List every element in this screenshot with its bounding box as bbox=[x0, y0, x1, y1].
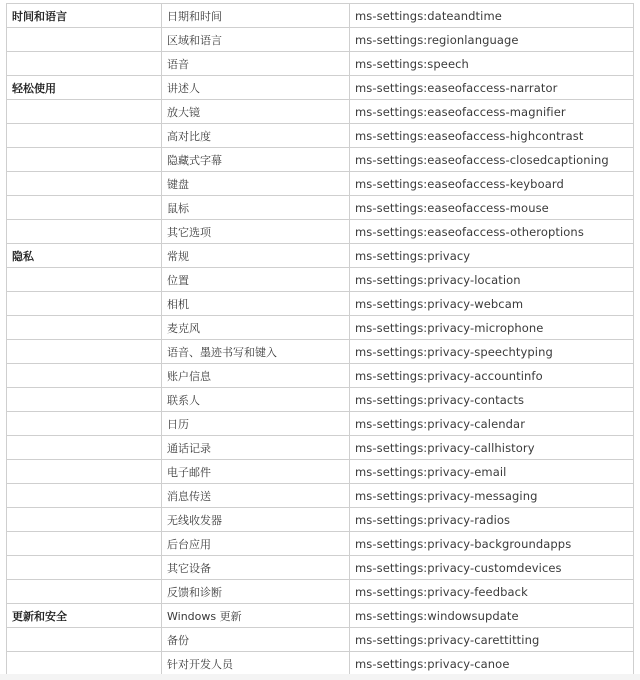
setting-name-cell: 语音、墨迹书写和键入 bbox=[162, 340, 350, 364]
settings-uri-cell: ms-settings:easeofaccess-closedcaptioning bbox=[350, 148, 634, 172]
table-row bbox=[7, 76, 634, 100]
table-row bbox=[7, 364, 634, 388]
setting-name-cell: 麦克风 bbox=[162, 316, 350, 340]
table-row bbox=[7, 292, 634, 316]
table-row bbox=[7, 28, 634, 52]
table-row bbox=[7, 484, 634, 508]
category-cell bbox=[7, 52, 162, 76]
category-cell: 轻松使用 bbox=[7, 76, 162, 100]
table-row bbox=[7, 4, 634, 28]
setting-name-cell: 反馈和诊断 bbox=[162, 580, 350, 604]
settings-uri-cell: ms-settings:privacy-microphone bbox=[350, 316, 634, 340]
setting-name-cell: 区域和语言 bbox=[162, 28, 350, 52]
setting-name-cell: 键盘 bbox=[162, 172, 350, 196]
table-row bbox=[7, 604, 634, 628]
setting-name-cell: 日历 bbox=[162, 412, 350, 436]
settings-uri-cell: ms-settings:privacy-messaging bbox=[350, 484, 634, 508]
table-row bbox=[7, 316, 634, 340]
setting-name-cell: 电子邮件 bbox=[162, 460, 350, 484]
settings-uri-cell: ms-settings:privacy-webcam bbox=[350, 292, 634, 316]
settings-uri-table bbox=[6, 3, 634, 676]
setting-name-cell: 语音 bbox=[162, 52, 350, 76]
setting-name-cell: Windows 更新 bbox=[162, 604, 350, 628]
category-cell bbox=[7, 412, 162, 436]
category-cell: 隐私 bbox=[7, 244, 162, 268]
table-row bbox=[7, 628, 634, 652]
settings-uri-cell: ms-settings:privacy-speechtyping bbox=[350, 340, 634, 364]
category-cell bbox=[7, 652, 162, 676]
setting-name-cell: 其它选项 bbox=[162, 220, 350, 244]
category-cell bbox=[7, 628, 162, 652]
setting-name-cell: 放大镜 bbox=[162, 100, 350, 124]
category-cell bbox=[7, 172, 162, 196]
settings-uri-cell: ms-settings:privacy bbox=[350, 244, 634, 268]
table-row bbox=[7, 508, 634, 532]
category-cell bbox=[7, 388, 162, 412]
category-cell bbox=[7, 484, 162, 508]
table-row bbox=[7, 124, 634, 148]
settings-uri-cell: ms-settings:privacy-location bbox=[350, 268, 634, 292]
setting-name-cell: 鼠标 bbox=[162, 196, 350, 220]
settings-uri-cell: ms-settings:easeofaccess-keyboard bbox=[350, 172, 634, 196]
setting-name-cell: 讲述人 bbox=[162, 76, 350, 100]
category-cell bbox=[7, 268, 162, 292]
settings-uri-cell: ms-settings:easeofaccess-mouse bbox=[350, 196, 634, 220]
settings-uri-cell: ms-settings:privacy-backgroundapps bbox=[350, 532, 634, 556]
table-row bbox=[7, 52, 634, 76]
category-cell bbox=[7, 28, 162, 52]
table-row bbox=[7, 268, 634, 292]
settings-uri-cell: ms-settings:privacy-customdevices bbox=[350, 556, 634, 580]
table-row bbox=[7, 220, 634, 244]
setting-name-cell: 通话记录 bbox=[162, 436, 350, 460]
category-cell bbox=[7, 196, 162, 220]
category-cell bbox=[7, 124, 162, 148]
settings-uri-cell: ms-settings:dateandtime bbox=[350, 4, 634, 28]
table-row bbox=[7, 556, 634, 580]
setting-name-cell: 账户信息 bbox=[162, 364, 350, 388]
table-row bbox=[7, 652, 634, 676]
category-cell bbox=[7, 580, 162, 604]
settings-uri-cell: ms-settings:privacy-contacts bbox=[350, 388, 634, 412]
settings-uri-cell: ms-settings:windowsupdate bbox=[350, 604, 634, 628]
setting-name-cell: 无线收发器 bbox=[162, 508, 350, 532]
table-row bbox=[7, 100, 634, 124]
settings-uri-cell: ms-settings:easeofaccess-narrator bbox=[350, 76, 634, 100]
category-cell bbox=[7, 508, 162, 532]
category-cell bbox=[7, 340, 162, 364]
table-row bbox=[7, 580, 634, 604]
settings-uri-cell: ms-settings:privacy-radios bbox=[350, 508, 634, 532]
setting-name-cell: 联系人 bbox=[162, 388, 350, 412]
settings-uri-cell: ms-settings:privacy-carettitting bbox=[350, 628, 634, 652]
settings-uri-cell: ms-settings:speech bbox=[350, 52, 634, 76]
setting-name-cell: 后台应用 bbox=[162, 532, 350, 556]
settings-uri-cell: ms-settings:privacy-email bbox=[350, 460, 634, 484]
settings-uri-cell: ms-settings:easeofaccess-otheroptions bbox=[350, 220, 634, 244]
setting-name-cell: 隐藏式字幕 bbox=[162, 148, 350, 172]
setting-name-cell: 常规 bbox=[162, 244, 350, 268]
category-cell bbox=[7, 532, 162, 556]
category-cell bbox=[7, 556, 162, 580]
settings-uri-cell: ms-settings:easeofaccess-highcontrast bbox=[350, 124, 634, 148]
table-row bbox=[7, 340, 634, 364]
settings-uri-cell: ms-settings:privacy-feedback bbox=[350, 580, 634, 604]
category-cell bbox=[7, 316, 162, 340]
category-cell bbox=[7, 100, 162, 124]
setting-name-cell: 针对开发人员 bbox=[162, 652, 350, 676]
settings-uri-cell: ms-settings:easeofaccess-magnifier bbox=[350, 100, 634, 124]
table-row bbox=[7, 412, 634, 436]
category-cell bbox=[7, 292, 162, 316]
table-row bbox=[7, 196, 634, 220]
category-cell bbox=[7, 436, 162, 460]
settings-uri-cell: ms-settings:privacy-accountinfo bbox=[350, 364, 634, 388]
table-row bbox=[7, 436, 634, 460]
setting-name-cell: 相机 bbox=[162, 292, 350, 316]
category-cell: 时间和语言 bbox=[7, 4, 162, 28]
settings-uri-cell: ms-settings:regionlanguage bbox=[350, 28, 634, 52]
table-row bbox=[7, 532, 634, 556]
table-row bbox=[7, 148, 634, 172]
setting-name-cell: 备份 bbox=[162, 628, 350, 652]
category-cell bbox=[7, 220, 162, 244]
category-cell bbox=[7, 148, 162, 172]
setting-name-cell: 高对比度 bbox=[162, 124, 350, 148]
setting-name-cell: 消息传送 bbox=[162, 484, 350, 508]
setting-name-cell: 其它设备 bbox=[162, 556, 350, 580]
category-cell bbox=[7, 364, 162, 388]
setting-name-cell: 日期和时间 bbox=[162, 4, 350, 28]
table-body bbox=[7, 4, 634, 676]
table-row bbox=[7, 460, 634, 484]
table-row bbox=[7, 244, 634, 268]
settings-uri-cell: ms-settings:privacy-canoe bbox=[350, 652, 634, 676]
settings-uri-cell: ms-settings:privacy-callhistory bbox=[350, 436, 634, 460]
settings-uri-cell: ms-settings:privacy-calendar bbox=[350, 412, 634, 436]
bottom-edge bbox=[0, 674, 640, 680]
category-cell bbox=[7, 460, 162, 484]
category-cell: 更新和安全 bbox=[7, 604, 162, 628]
table-row bbox=[7, 172, 634, 196]
setting-name-cell: 位置 bbox=[162, 268, 350, 292]
table-row bbox=[7, 388, 634, 412]
